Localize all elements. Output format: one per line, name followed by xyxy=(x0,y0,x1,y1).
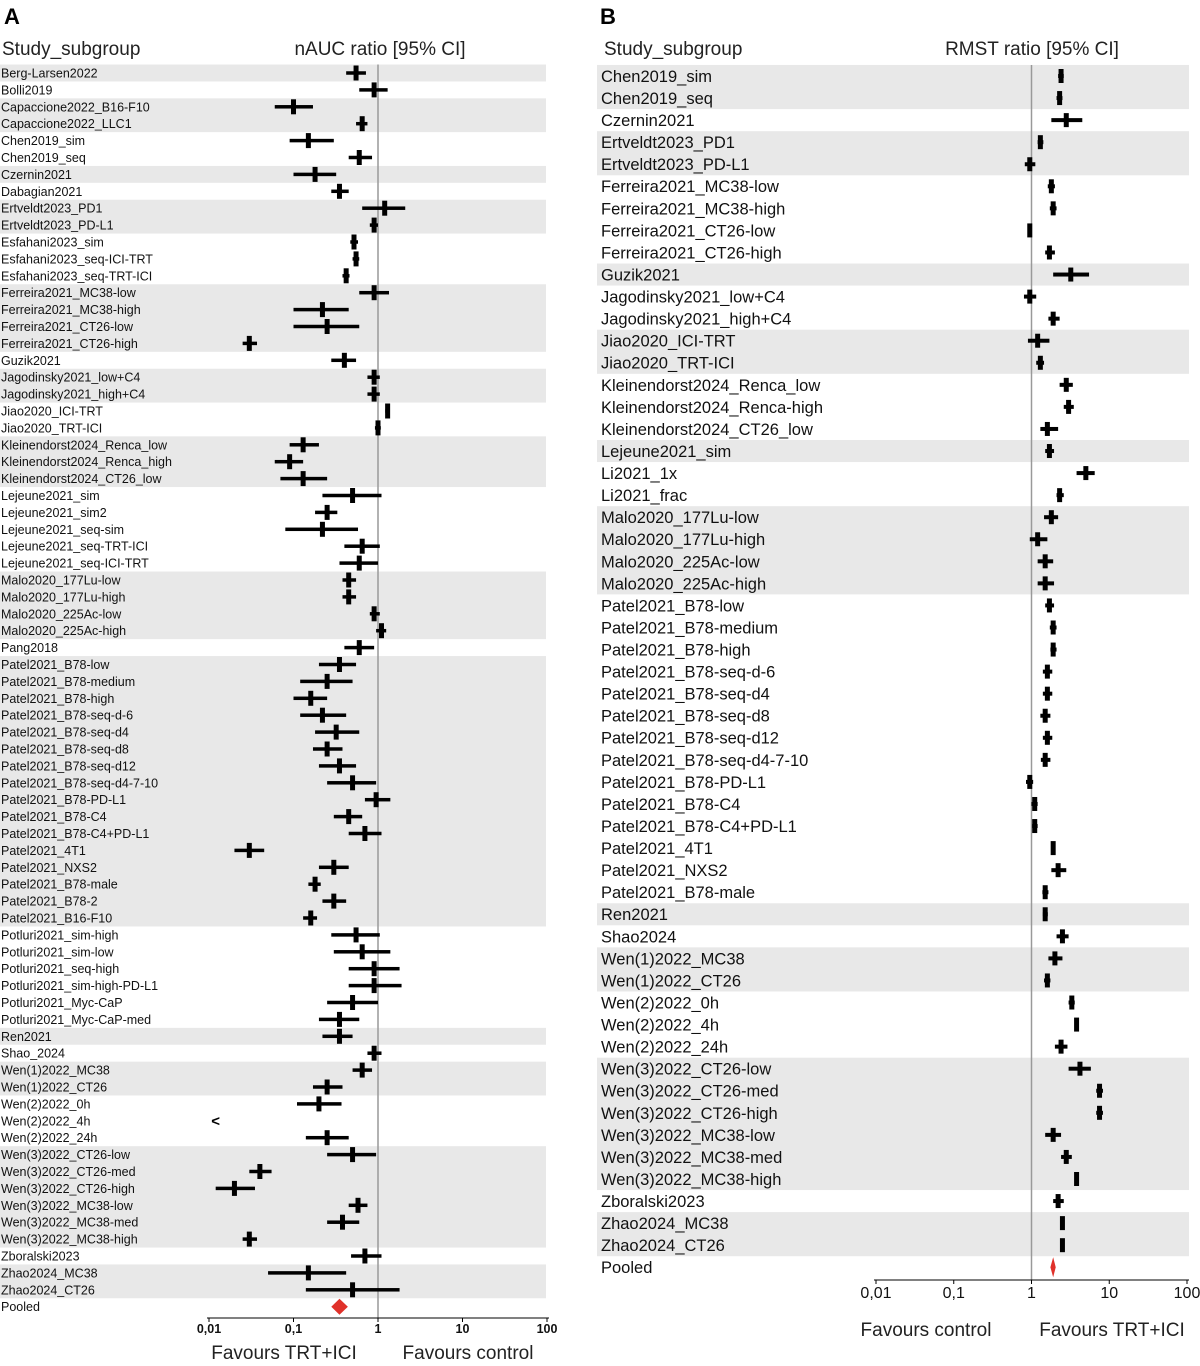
point-estimate xyxy=(354,251,359,266)
x-tick-label: 0,1 xyxy=(942,1285,965,1302)
point-estimate xyxy=(1038,135,1043,149)
study-label: Patel2021_B78-C4 xyxy=(1,810,107,825)
point-estimate xyxy=(356,1198,361,1213)
point-estimate xyxy=(350,488,355,503)
study-label: Malo2020_225Ac-low xyxy=(1,607,122,622)
study-label: Wen(3)2022_MC38-med xyxy=(1,1215,139,1230)
point-estimate xyxy=(1068,268,1073,282)
point-estimate xyxy=(301,471,306,486)
study-label: Kleinendorst2024_Renca_low xyxy=(601,376,821,395)
point-estimate xyxy=(331,894,336,909)
point-estimate xyxy=(1052,951,1057,965)
point-estimate xyxy=(357,640,362,655)
point-estimate xyxy=(1035,334,1040,348)
study-label: Patel2021_B78-male xyxy=(1,877,118,892)
study-label: Capaccione2022_LLC1 xyxy=(1,117,132,132)
study-label: Wen(3)2022_MC38-low xyxy=(1,1198,133,1213)
point-estimate xyxy=(1083,466,1088,480)
study-label: Potluri2021_seq-high xyxy=(1,962,120,977)
point-estimate xyxy=(344,268,349,283)
study-label: Wen(2)2022_4h xyxy=(1,1114,91,1129)
study-label: Potluri2021_sim-low xyxy=(1,945,114,960)
point-estimate xyxy=(1045,973,1050,987)
point-estimate xyxy=(1051,841,1056,855)
study-label: Lejeune2021_seq-ICI-TRT xyxy=(1,556,149,571)
study-label: Jagodinsky2021_low+C4 xyxy=(1,370,141,385)
point-estimate xyxy=(1060,1216,1065,1230)
point-estimate xyxy=(374,792,379,807)
point-estimate xyxy=(1077,1062,1082,1076)
point-estimate xyxy=(1060,1238,1065,1252)
study-label: Wen(3)2022_CT26-high xyxy=(1,1181,135,1196)
point-estimate xyxy=(346,573,351,588)
study-label: Zhao2024_CT26 xyxy=(1,1283,95,1298)
study-label: Malo2020_177Lu-high xyxy=(1,590,126,605)
point-estimate xyxy=(1074,1172,1079,1186)
study-label: Patel2021_B78-seq-d8 xyxy=(1,742,129,757)
study-label: Patel2021_B78-seq-d4 xyxy=(601,685,770,704)
study-label: Jiao2020_TRT-ICI xyxy=(601,354,735,373)
point-estimate xyxy=(346,589,351,604)
study-label: Patel2021_B78-seq-d12 xyxy=(601,729,779,748)
study-label: Zboralski2023 xyxy=(601,1193,705,1211)
x-tick-label: 10 xyxy=(1100,1285,1119,1302)
point-estimate xyxy=(350,995,355,1010)
study-label: Jiao2020_ICI-TRT xyxy=(1,404,103,419)
study-label: Patel2021_B78-seq-d8 xyxy=(601,707,770,726)
study-label: Patel2021_B78-medium xyxy=(1,674,136,689)
study-label: Potluri2021_Myc-CaP xyxy=(1,996,123,1010)
point-estimate xyxy=(1038,356,1043,370)
study-label: Ferreira2021_CT26-high xyxy=(1,336,138,351)
study-label: Patel2021_B78-C4+PD-L1 xyxy=(601,817,797,836)
study-label: Patel2021_B78-seq-d4-7-10 xyxy=(1,776,159,791)
study-label: Kleinendorst2024_Renca_low xyxy=(1,438,168,453)
point-estimate xyxy=(1049,510,1054,524)
point-estimate xyxy=(325,1130,330,1145)
x-tick-label: 0,01 xyxy=(860,1285,892,1302)
point-estimate xyxy=(1057,91,1062,105)
point-estimate xyxy=(1043,753,1048,767)
panel-b-favours-right: Favours TRT+ICI xyxy=(1039,1320,1185,1341)
study-label: Kleinendorst2024_CT26_low xyxy=(601,420,813,439)
point-estimate xyxy=(1059,69,1064,83)
study-label: Patel2021_B78-seq-d12 xyxy=(1,759,136,774)
study-label: Patel2021_NXS2 xyxy=(1,860,97,875)
point-estimate xyxy=(360,944,365,959)
point-estimate xyxy=(287,454,292,469)
study-label: Zboralski2023 xyxy=(1,1249,80,1264)
ci-bar xyxy=(290,139,334,143)
study-label: Jagodinsky2021_high+C4 xyxy=(601,310,792,329)
study-label: Ferreira2021_MC38-high xyxy=(1,303,141,318)
study-label: Dabagian2021 xyxy=(1,184,83,199)
x-tick-label: 0,1 xyxy=(284,1322,303,1336)
point-estimate xyxy=(340,1215,345,1230)
point-estimate xyxy=(1047,598,1052,612)
study-label: Patel2021_B78-low xyxy=(1,658,110,672)
point-estimate xyxy=(1097,1084,1102,1098)
study-label: Zhao2024_MC38 xyxy=(1,1266,98,1281)
study-label: Chen2019_seq xyxy=(1,151,86,165)
study-label: Wen(3)2022_MC38-low xyxy=(601,1126,775,1145)
pooled-diamond xyxy=(331,1299,348,1315)
study-label: Jiao2020_TRT-ICI xyxy=(1,421,103,436)
point-estimate xyxy=(1057,488,1062,502)
study-label: Esfahani2023_seq-TRT-ICI xyxy=(1,269,153,284)
study-label: Kleinendorst2024_Renca_high xyxy=(1,455,172,470)
point-estimate xyxy=(1043,576,1048,590)
point-estimate xyxy=(316,1096,321,1111)
study-label: Wen(3)2022_CT26-low xyxy=(1,1148,130,1163)
point-estimate xyxy=(325,742,330,757)
point-estimate xyxy=(247,1232,252,1247)
row-shading-band xyxy=(0,166,546,183)
point-estimate xyxy=(1027,775,1032,789)
study-label: Wen(1)2022_MC38 xyxy=(601,950,745,969)
point-estimate xyxy=(337,184,342,199)
study-label: Patel2021_B78-low xyxy=(601,597,745,616)
study-label: Patel2021_4T1 xyxy=(1,843,86,858)
point-estimate xyxy=(360,1063,365,1078)
point-estimate xyxy=(354,927,359,942)
study-label: Guzik2021 xyxy=(1,353,61,368)
point-estimate xyxy=(372,370,377,385)
point-estimate xyxy=(308,911,313,926)
study-label: Malo2020_225Ac-low xyxy=(601,553,760,572)
point-estimate xyxy=(334,725,339,740)
study-label: Patel2021_B78-seq-d-6 xyxy=(1,708,134,723)
study-label: Ren2021 xyxy=(1,1029,52,1044)
study-label: Malo2020_225Ac-high xyxy=(1,624,127,639)
study-label: Li2021_1x xyxy=(601,465,678,484)
study-label: Capaccione2022_B16-F10 xyxy=(1,100,150,115)
study-label: Chen2019_seq xyxy=(601,90,713,108)
study-label: Patel2021_B78-high xyxy=(1,691,115,706)
study-label: Patel2021_B78-seq-d4-7-10 xyxy=(601,751,809,770)
panel-a-favours-left: Favours TRT+ICI xyxy=(211,1343,357,1364)
study-label: Wen(3)2022_CT26-low xyxy=(601,1060,772,1079)
row-shading-band xyxy=(597,903,1189,925)
point-estimate xyxy=(372,285,377,300)
point-estimate xyxy=(1049,179,1054,193)
study-label: Jagodinsky2021_high+C4 xyxy=(1,387,146,402)
point-estimate xyxy=(306,133,311,148)
study-label: Patel2021_B78-C4+PD-L1 xyxy=(1,827,150,841)
study-label: Czernin2021 xyxy=(601,112,695,131)
study-label: Ferreira2021_CT26-low xyxy=(601,222,776,241)
point-estimate xyxy=(352,235,357,250)
study-label: Wen(1)2022_CT26 xyxy=(1,1080,108,1095)
study-label: Wen(3)2022_CT26-med xyxy=(601,1082,779,1101)
study-label: Jagodinsky2021_low+C4 xyxy=(601,288,785,307)
point-estimate xyxy=(1027,290,1032,304)
point-estimate xyxy=(1056,1194,1061,1208)
point-estimate xyxy=(1097,1106,1102,1120)
study-label: Patel2021_B78-C4 xyxy=(601,795,741,814)
study-label: Wen(3)2022_MC38-high xyxy=(1,1232,138,1247)
point-estimate xyxy=(376,420,381,435)
point-estimate xyxy=(320,302,325,317)
point-estimate xyxy=(301,437,306,452)
pooled-label: Pooled xyxy=(1,1300,40,1315)
point-estimate xyxy=(360,539,365,554)
point-estimate xyxy=(313,167,318,182)
point-estimate xyxy=(1064,1150,1069,1164)
study-label: Ferreira2021_MC38-low xyxy=(1,286,136,301)
out-of-range-marker: < xyxy=(211,1112,221,1130)
point-estimate xyxy=(291,99,296,114)
point-estimate xyxy=(1051,1128,1056,1142)
x-tick-label: 1 xyxy=(1027,1285,1036,1302)
point-estimate xyxy=(337,1012,342,1027)
panel-b-letter: B xyxy=(600,4,616,29)
point-estimate xyxy=(1059,1040,1064,1054)
study-label: Jiao2020_ICI-TRT xyxy=(601,332,736,351)
study-label: Lejeune2021_sim xyxy=(601,442,732,461)
study-label: Zhao2024_CT26 xyxy=(601,1237,725,1256)
study-label: Lejeune2021_seq-TRT-ICI xyxy=(1,539,149,554)
study-label: Malo2020_225Ac-high xyxy=(601,575,767,594)
point-estimate xyxy=(1064,113,1069,127)
study-label: Ertveldt2023_PD1 xyxy=(601,134,735,153)
point-estimate xyxy=(357,556,362,571)
point-estimate xyxy=(346,809,351,824)
study-label: Wen(1)2022_MC38 xyxy=(1,1063,110,1078)
point-estimate xyxy=(379,623,384,638)
x-tick-label: 0,01 xyxy=(196,1322,222,1336)
point-estimate xyxy=(1051,643,1056,657)
study-label: Bolli2019 xyxy=(1,83,53,98)
study-label: Ferreira2021_MC38-low xyxy=(601,178,779,197)
point-estimate xyxy=(325,505,330,520)
panel-a xyxy=(0,4,557,1364)
point-estimate xyxy=(1069,996,1074,1010)
point-estimate xyxy=(372,218,377,233)
study-label: Wen(3)2022_CT26-high xyxy=(601,1104,778,1123)
study-label: Malo2020_177Lu-low xyxy=(1,573,121,588)
point-estimate xyxy=(1060,929,1065,943)
study-label: Wen(3)2022_MC38-high xyxy=(601,1170,782,1189)
study-label: Potluri2021_Myc-CaP-med xyxy=(1,1012,152,1027)
point-estimate xyxy=(382,201,387,216)
study-label: Chen2019_sim xyxy=(601,67,712,86)
study-label: Lejeune2021_sim xyxy=(1,489,100,503)
x-tick-label: 100 xyxy=(1173,1285,1200,1302)
panel-a-letter: A xyxy=(4,4,20,29)
point-estimate xyxy=(325,319,330,334)
study-label: Lejeune2021_sim2 xyxy=(1,505,107,520)
point-estimate xyxy=(232,1181,237,1196)
point-estimate xyxy=(1035,532,1040,546)
panel-b-favours-left: Favours control xyxy=(860,1320,992,1341)
point-estimate xyxy=(372,961,377,976)
point-estimate xyxy=(362,826,367,841)
point-estimate xyxy=(1051,312,1056,326)
point-estimate xyxy=(257,1164,262,1179)
point-estimate xyxy=(350,1147,355,1162)
study-label: Berg-Larsen2022 xyxy=(1,66,98,81)
point-estimate xyxy=(325,674,330,689)
panel-b xyxy=(597,4,1200,1341)
point-estimate xyxy=(337,758,342,773)
study-label: Wen(3)2022_MC38-med xyxy=(601,1148,783,1167)
panel-a-header-study: Study_subgroup xyxy=(2,39,141,60)
point-estimate xyxy=(313,877,318,892)
study-label: Ren2021 xyxy=(601,906,668,925)
study-label: Lejeune2021_seq-sim xyxy=(1,522,125,537)
study-label: Li2021_frac xyxy=(601,487,688,506)
point-estimate xyxy=(337,1029,342,1044)
study-label: Ferreira2021_MC38-high xyxy=(601,200,786,219)
study-label: Wen(2)2022_0h xyxy=(601,994,720,1013)
study-label: Patel2021_B16-F10 xyxy=(1,911,113,926)
point-estimate xyxy=(1066,400,1071,414)
study-label: Wen(2)2022_4h xyxy=(601,1016,720,1035)
study-label: Potluri2021_sim-high-PD-L1 xyxy=(1,979,159,994)
point-estimate xyxy=(372,1046,377,1061)
study-label: Wen(2)2022_0h xyxy=(1,1097,91,1112)
point-estimate xyxy=(385,404,390,419)
point-estimate xyxy=(247,843,252,858)
study-label: Guzik2021 xyxy=(601,266,680,285)
point-estimate xyxy=(1047,245,1052,259)
study-label: Ertveldt2023_PD-L1 xyxy=(601,156,750,175)
point-estimate xyxy=(342,353,347,368)
x-tick-label: 1 xyxy=(374,1322,382,1336)
study-label: Esfahani2023_sim xyxy=(1,235,104,250)
pooled-label: Pooled xyxy=(601,1259,653,1278)
study-label: Esfahani2023_seq-ICI-TRT xyxy=(1,252,153,267)
study-label: Patel2021_B78-PD-L1 xyxy=(1,793,127,808)
point-estimate xyxy=(372,978,377,993)
study-label: Zhao2024_MC38 xyxy=(601,1215,729,1234)
study-label: Ertveldt2023_PD1 xyxy=(1,201,103,216)
point-estimate xyxy=(357,150,362,165)
point-estimate xyxy=(360,116,365,131)
study-label: Patel2021_NXS2 xyxy=(601,862,728,881)
study-label: Chen2019_sim xyxy=(1,134,86,149)
point-estimate xyxy=(1027,223,1032,237)
point-estimate xyxy=(1051,201,1056,215)
study-label: Wen(2)2022_24h xyxy=(1,1131,98,1146)
point-estimate xyxy=(320,708,325,723)
point-estimate xyxy=(1056,863,1061,877)
study-label: Patel2021_B78-male xyxy=(601,884,756,903)
study-label: Malo2020_177Lu-low xyxy=(601,509,759,528)
point-estimate xyxy=(1064,378,1069,392)
point-estimate xyxy=(1032,819,1037,833)
point-estimate xyxy=(331,860,336,875)
study-label: Shao2024 xyxy=(601,928,677,947)
study-label: Kleinendorst2024_CT26_low xyxy=(1,472,162,487)
study-label: Patel2021_B78-seq-d-6 xyxy=(601,663,776,682)
point-estimate xyxy=(1051,621,1056,635)
point-estimate xyxy=(1074,1018,1079,1032)
x-tick-label: 10 xyxy=(455,1322,470,1336)
point-estimate xyxy=(1043,554,1048,568)
study-label: Patel2021_B78-2 xyxy=(1,894,98,909)
study-label: Malo2020_177Lu-high xyxy=(601,531,766,550)
point-estimate xyxy=(372,606,377,621)
study-label: Patel2021_B78-PD-L1 xyxy=(601,773,767,792)
study-label: Shao_2024 xyxy=(1,1046,65,1061)
point-estimate xyxy=(306,1265,311,1280)
point-estimate xyxy=(320,522,325,537)
point-estimate xyxy=(1043,709,1048,723)
point-estimate xyxy=(372,387,377,402)
point-estimate xyxy=(1045,665,1050,679)
study-label: Patel2021_B78-high xyxy=(601,641,751,660)
panel-b-x-ticks xyxy=(860,1280,1200,1302)
study-label: Wen(3)2022_CT26-med xyxy=(1,1165,136,1179)
panel-a-favours-right: Favours control xyxy=(402,1343,534,1364)
study-label: Ertveldt2023_PD-L1 xyxy=(1,218,114,233)
study-label: Patel2021_4T1 xyxy=(601,840,713,859)
point-estimate xyxy=(1043,907,1048,921)
point-estimate xyxy=(350,1282,355,1297)
point-estimate xyxy=(247,336,252,351)
point-estimate xyxy=(1045,687,1050,701)
study-label: Pang2018 xyxy=(1,641,59,656)
panel-b-header-measure: RMST ratio [95% CI] xyxy=(945,39,1119,60)
study-label: Czernin2021 xyxy=(1,167,72,182)
panel-a-header-measure: nAUC ratio [95% CI] xyxy=(294,39,466,60)
point-estimate xyxy=(372,82,377,97)
point-estimate xyxy=(354,66,359,81)
point-estimate xyxy=(1047,444,1052,458)
row-shading-band xyxy=(0,1028,546,1045)
study-label: Ferreira2021_CT26-high xyxy=(601,244,782,263)
study-label: Ferreira2021_CT26-low xyxy=(1,320,134,334)
point-estimate xyxy=(1045,422,1050,436)
row-shading-band xyxy=(597,264,1189,286)
point-estimate xyxy=(350,775,355,790)
point-estimate xyxy=(1043,885,1048,899)
panel-a-x-ticks xyxy=(197,1318,558,1336)
point-estimate xyxy=(1045,731,1050,745)
point-estimate xyxy=(1027,157,1032,171)
study-label: Patel2021_B78-medium xyxy=(601,619,779,638)
pooled-diamond xyxy=(1050,1257,1055,1277)
point-estimate xyxy=(337,657,342,672)
point-estimate xyxy=(325,1080,330,1095)
panel-b-header-study: Study_subgroup xyxy=(604,39,743,60)
study-label: Potluri2021_sim-high xyxy=(1,928,119,943)
point-estimate xyxy=(308,691,313,706)
point-estimate xyxy=(1032,797,1037,811)
point-estimate xyxy=(362,1249,367,1264)
study-label: Patel2021_B78-seq-d4 xyxy=(1,725,129,740)
study-label: Wen(1)2022_CT26 xyxy=(601,972,742,991)
x-tick-label: 100 xyxy=(536,1322,558,1336)
study-label: Kleinendorst2024_Renca-high xyxy=(601,398,823,417)
study-label: Wen(2)2022_24h xyxy=(601,1038,729,1057)
